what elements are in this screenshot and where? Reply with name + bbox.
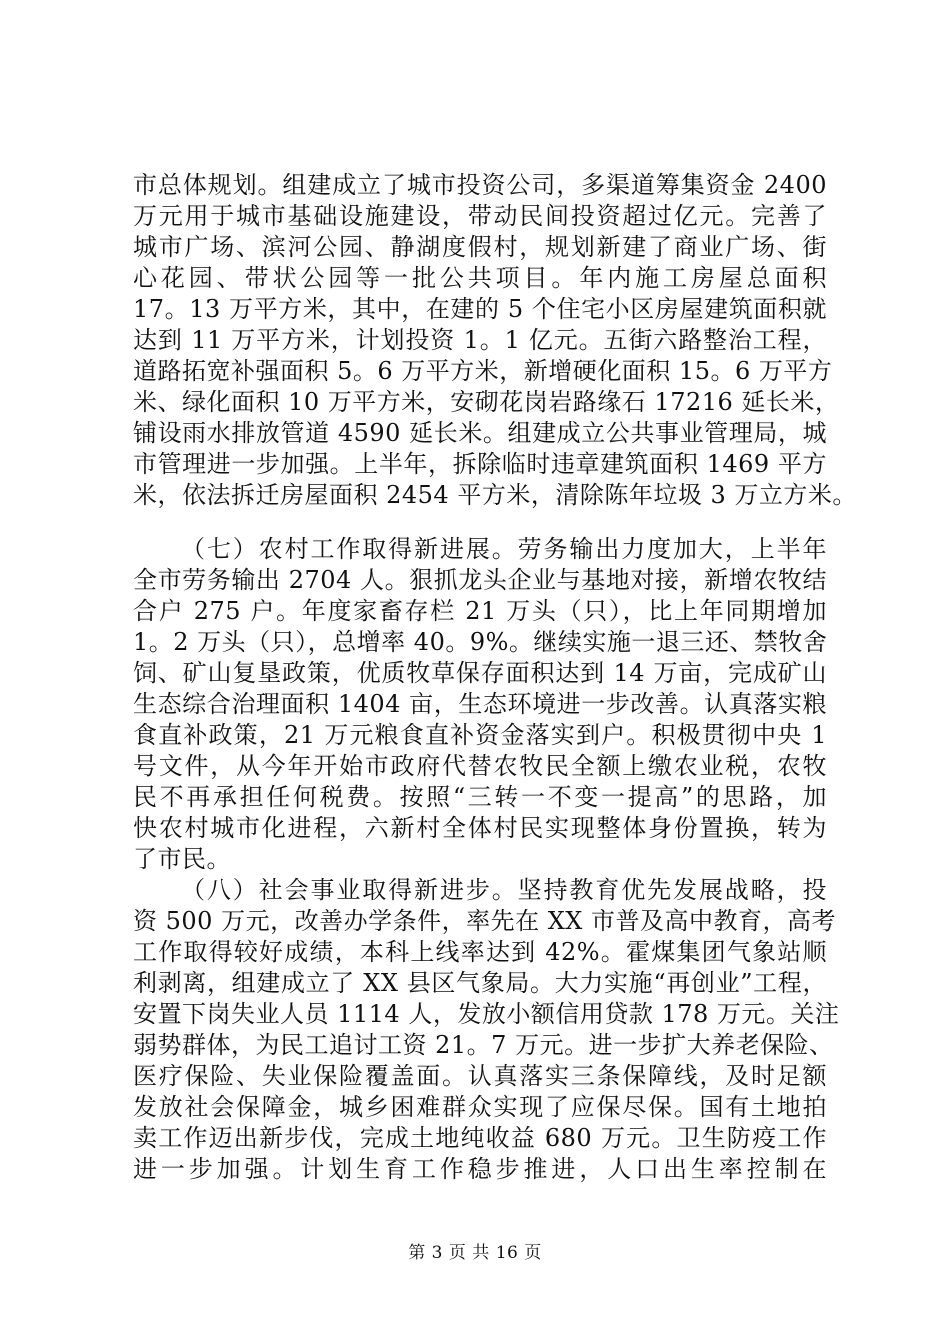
text-line: 米、绿化面积 10 万平方米，安砌花岗岩路缘石 17216 延长米， [133, 388, 840, 416]
paragraph-urban-construction [133, 170, 857, 511]
text-line: 全市劳务输出 2704 人。狠抓龙头企业与基地对接，新增农牧结 [133, 566, 827, 594]
text-line: 进一步加强。计划生育工作稳步推进，人口出生率控制在 [133, 1155, 827, 1183]
text-line: 利剥离，组建成立了 XX 县区气象局。大力实施“再创业”工程， [133, 969, 827, 997]
text-line: 食直补政策，21 万元粮食直补资金落实到户。积极贯彻中央 1 [133, 721, 827, 749]
text-line: 达到 11 万平方米，计划投资 1。1 亿元。五街六路整治工程， [133, 326, 827, 354]
text-line-indented: （八）社会事业取得新进步。坚持教育优先发展战略，投 [181, 876, 827, 904]
text-line: 快农村城市化进程，六新村全体村民实现整体身份置换，转为 [133, 814, 827, 842]
text-line: 号文件，从今年开始市政府代替农牧民全额上缴农业税，农牧 [133, 752, 827, 780]
text-line: 米，依法拆迁房屋面积 2454 平方米，清除陈年垃圾 3 万立方米。 [133, 481, 857, 509]
paragraph-rural-work [133, 534, 827, 875]
text-line: 弱势群体，为民工追讨工资 21。7 万元。进一步扩大养老保险、 [133, 1031, 834, 1059]
page-number-footer: 第 3 页 共 16 页 [408, 1243, 542, 1263]
text-line: 了市民。 [133, 845, 231, 873]
text-line: 医疗保险、失业保险覆盖面。认真落实三条保障线，及时足额 [133, 1062, 827, 1090]
paragraph-social-affairs [133, 875, 840, 1185]
text-line: 工作取得较好成绩，本科上线率达到 42%。霍煤集团气象站顺 [133, 938, 827, 966]
text-line: 铺设雨水排放管道 4590 延长米。组建成立公共事业管理局，城 [133, 419, 827, 447]
text-line: 心花园、带状公园等一批公共项目。年内施工房屋总面积 [133, 264, 827, 292]
text-line: 饲、矿山复垦政策，优质牧草保存面积达到 14 万亩，完成矿山 [133, 659, 827, 687]
text-line: 生态综合治理面积 1404 亩，生态环境进一步改善。认真落实粮 [133, 690, 827, 718]
text-line: 卖工作迈出新步伐，完成土地纯收益 680 万元。卫生防疫工作 [133, 1124, 827, 1152]
text-line: 合户 275 户。年度家畜存栏 21 万头（只），比上年同期增加 [133, 597, 827, 625]
text-line: 安置下岗失业人员 1114 人，发放小额信用贷款 178 万元。关注 [133, 1000, 840, 1028]
text-line: 1。2 万头（只），总增率 40。9%。继续实施一退三还、禁牧舍 [133, 628, 828, 656]
text-line: 万元用于城市基础设施建设，带动民间投资超过亿元。完善了 [133, 202, 827, 230]
text-line: 城市广场、滨河公园、静湖度假村，规划新建了商业广场、街 [133, 233, 827, 261]
text-line: 道路拓宽补强面积 5。6 万平方米，新增硬化面积 15。6 万平方 [133, 357, 833, 385]
document-body [133, 170, 857, 1185]
text-line: 民不再承担任何税费。按照“三转一不变一提高”的思路，加 [133, 783, 827, 811]
text-line: 17。13 万平方米，其中，在建的 5 个住宅小区房屋建筑面积就 [133, 295, 827, 323]
text-line: 市管理进一步加强。上半年，拆除临时违章建筑面积 1469 平方 [133, 450, 827, 478]
text-line: 市总体规划。组建成立了城市投资公司，多渠道筹集资金 2400 [133, 171, 827, 199]
text-line: 发放社会保障金，城乡困难群众实现了应保尽保。国有土地拍 [133, 1093, 827, 1121]
paragraph-gap [133, 511, 827, 534]
text-line: 资 500 万元，改善办学条件，率先在 XX 市普及高中教育，高考 [133, 907, 836, 935]
text-line-indented: （七）农村工作取得新进展。劳务输出力度加大，上半年 [181, 535, 827, 563]
